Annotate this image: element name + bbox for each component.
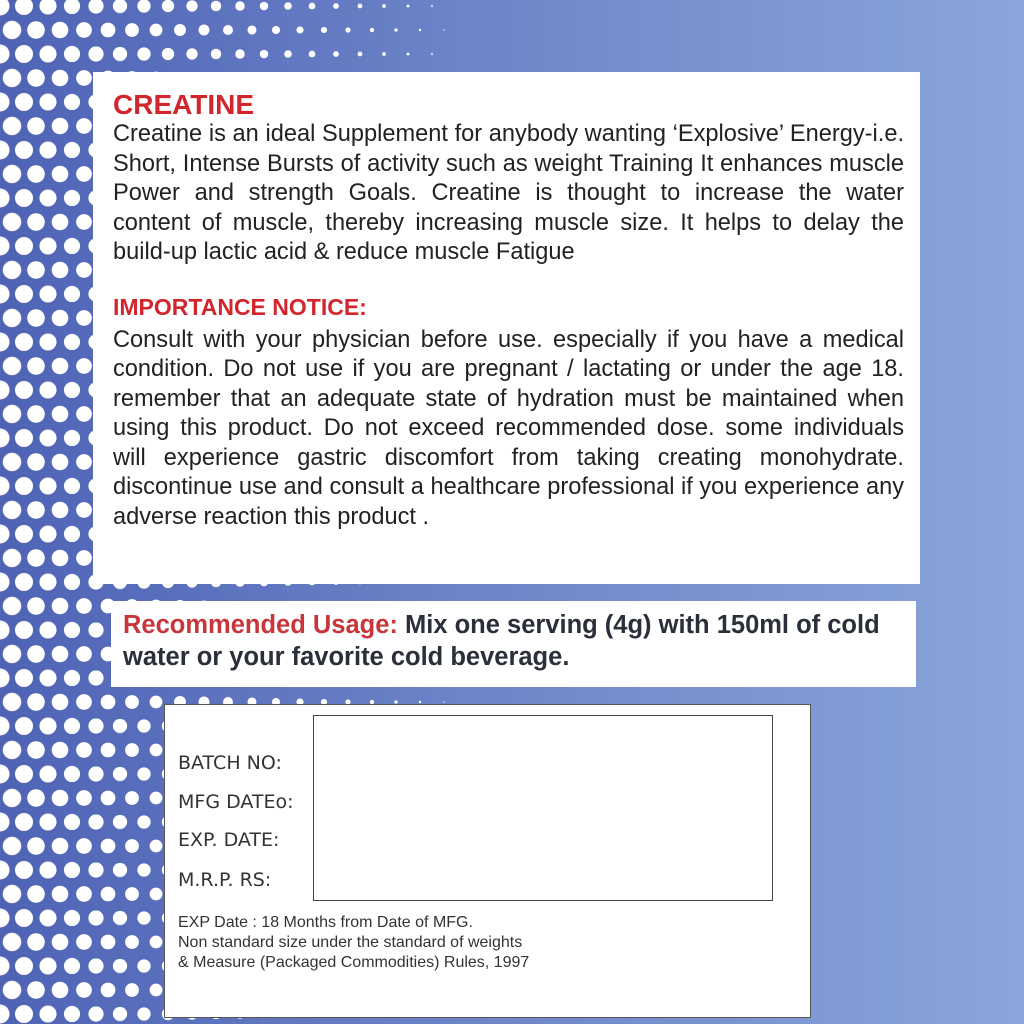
halftone-dot (27, 405, 45, 423)
halftone-dot (113, 815, 127, 829)
halftone-dot (52, 262, 69, 279)
halftone-dot (284, 2, 292, 10)
halftone-dot (101, 23, 116, 38)
halftone-dot (15, 525, 33, 543)
halftone-dot (88, 862, 103, 877)
halftone-dot (443, 29, 444, 30)
halftone-dot (39, 621, 56, 638)
halftone-dot (27, 693, 45, 711)
halftone-dot (137, 863, 150, 876)
halftone-dot (76, 598, 92, 614)
halftone-dot (235, 49, 245, 59)
halftone-dot (309, 3, 316, 10)
halftone-dot (88, 718, 103, 733)
halftone-dot (52, 502, 69, 519)
product-info-panel (93, 72, 920, 584)
halftone-dot (15, 237, 33, 255)
halftone-dot (0, 1005, 10, 1024)
halftone-dot (431, 53, 433, 55)
halftone-dot (0, 93, 10, 112)
halftone-dot (113, 767, 127, 781)
halftone-dot (0, 621, 10, 640)
usage-panel (111, 601, 916, 687)
halftone-dot (39, 477, 56, 494)
halftone-dot (0, 765, 10, 784)
halftone-dot (0, 477, 10, 496)
usage-text-block (123, 609, 902, 673)
halftone-dot (3, 741, 22, 760)
halftone-dot (15, 669, 33, 687)
product-title: CREATINE (113, 89, 255, 120)
halftone-dot (15, 333, 33, 351)
product-description: Creatine is an ideal Supplement for anybody wanting ‘Explosive’ Energy-i.e. Short, Intense Bursts of activity such as weight Training It enhances muscle Power and strength Goals. Creatine is thought to increase the water content of muscle, thereby increasing muscle size. It helps to delay the build-up lactic acid & reduce muscle Fatigue (113, 121, 904, 265)
halftone-dot (101, 695, 116, 710)
halftone-dot (333, 51, 339, 57)
halftone-dot (15, 45, 33, 63)
halftone-dot (64, 286, 80, 302)
halftone-dot (15, 93, 33, 111)
halftone-dot (3, 165, 22, 184)
halftone-dot (27, 501, 45, 519)
halftone-dot (0, 237, 10, 256)
halftone-dot (186, 0, 197, 11)
halftone-dot (52, 22, 69, 39)
halftone-dot (88, 910, 103, 925)
halftone-dot (125, 839, 139, 853)
halftone-dot (52, 598, 69, 615)
halftone-dot (64, 430, 80, 446)
halftone-dot (15, 813, 33, 831)
halftone-dot (76, 118, 92, 134)
halftone-dot (52, 118, 69, 135)
halftone-dot (0, 381, 10, 400)
halftone-dot (296, 26, 303, 33)
halftone-dot (52, 646, 69, 663)
halftone-dot (0, 429, 10, 448)
halftone-dot (64, 478, 80, 494)
halftone-dot (15, 621, 33, 639)
halftone-dot (247, 25, 256, 34)
halftone-dot (76, 262, 92, 278)
halftone-dot (88, 622, 103, 637)
halftone-dot (64, 718, 80, 734)
halftone-dot (150, 24, 163, 37)
halftone-dot (39, 381, 56, 398)
halftone-dot (64, 814, 80, 830)
halftone-dot (137, 0, 150, 13)
halftone-dot (3, 597, 22, 616)
halftone-dot (52, 214, 69, 231)
halftone-dot (0, 909, 10, 928)
halftone-dot (76, 454, 92, 470)
halftone-dot (3, 69, 22, 88)
halftone-dot (150, 744, 163, 757)
halftone-dot (64, 238, 80, 254)
halftone-dot (88, 1006, 103, 1021)
halftone-dot (39, 1005, 56, 1022)
halftone-dot (137, 815, 150, 828)
halftone-dot (125, 935, 139, 949)
halftone-dot (88, 958, 103, 973)
halftone-dot (3, 645, 22, 664)
halftone-dot (27, 213, 45, 231)
halftone-dot (52, 454, 69, 471)
halftone-dot (64, 862, 80, 878)
halftone-dot (113, 1007, 127, 1021)
halftone-dot (150, 936, 163, 949)
halftone-dot (52, 358, 69, 375)
halftone-dot (64, 46, 80, 62)
halftone-dot (162, 48, 174, 60)
halftone-dot (27, 357, 45, 375)
halftone-dot (150, 840, 163, 853)
halftone-dot (52, 70, 69, 87)
halftone-dot (3, 885, 22, 904)
halftone-dot (27, 69, 45, 87)
halftone-dot (0, 573, 10, 592)
halftone-dot (64, 958, 80, 974)
halftone-dot (419, 29, 421, 31)
halftone-dot (52, 166, 69, 183)
halftone-dot (88, 766, 103, 781)
halftone-dot (137, 47, 150, 60)
halftone-dot (101, 743, 116, 758)
footnote-rules: & Measure (Packaged Commodities) Rules, 1997 (178, 954, 530, 971)
halftone-dot (211, 1, 221, 11)
halftone-dot (76, 214, 92, 230)
halftone-dot (76, 550, 92, 566)
halftone-dot (76, 502, 92, 518)
halftone-dot (64, 574, 80, 590)
halftone-dot (150, 792, 163, 805)
halftone-dot (0, 141, 10, 160)
halftone-dot (27, 549, 45, 567)
halftone-dot (137, 1007, 150, 1020)
halftone-dot (76, 694, 92, 710)
halftone-dot (113, 959, 127, 973)
halftone-dot (15, 717, 33, 735)
halftone-dot (76, 838, 92, 854)
halftone-dot (3, 117, 22, 136)
halftone-dot (27, 741, 45, 759)
halftone-dot (52, 310, 69, 327)
halftone-dot (101, 887, 116, 902)
mfg-date-label: MFG DATEo: (178, 791, 294, 813)
halftone-dot (76, 70, 92, 86)
halftone-dot (419, 701, 421, 703)
halftone-dot (27, 885, 45, 903)
halftone-dot (76, 982, 92, 998)
halftone-dot (394, 28, 397, 31)
halftone-dot (39, 237, 56, 254)
halftone-dot (64, 382, 80, 398)
halftone-dot (15, 429, 33, 447)
halftone-dot (39, 93, 56, 110)
halftone-dot (0, 813, 10, 832)
halftone-dot (150, 696, 163, 709)
halftone-dot (52, 694, 69, 711)
halftone-dot (64, 142, 80, 158)
halftone-dot (3, 693, 22, 712)
halftone-dot (15, 909, 33, 927)
halftone-dot (52, 550, 69, 567)
halftone-dot (27, 933, 45, 951)
halftone-dot (27, 597, 45, 615)
halftone-dot (3, 789, 22, 808)
halftone-dot (15, 0, 33, 15)
halftone-dot (39, 0, 56, 15)
halftone-dot (39, 429, 56, 446)
halftone-dot (101, 791, 116, 806)
batch-info-panel (164, 704, 811, 1018)
halftone-dot (64, 526, 80, 542)
halftone-dot (39, 909, 56, 926)
halftone-dot (27, 21, 45, 39)
halftone-dot (15, 381, 33, 399)
halftone-dot (27, 453, 45, 471)
halftone-dot (3, 21, 22, 40)
halftone-dot (309, 51, 316, 58)
halftone-dot (39, 861, 56, 878)
halftone-dot (3, 213, 22, 232)
halftone-dot (443, 701, 444, 702)
halftone-dot (382, 52, 386, 56)
halftone-dot (174, 24, 186, 36)
halftone-dot (260, 2, 269, 11)
halftone-dot (76, 166, 92, 182)
batch-stamp-box (313, 715, 773, 901)
halftone-dot (3, 405, 22, 424)
halftone-dot (64, 1006, 80, 1022)
halftone-dot (27, 165, 45, 183)
halftone-dot (125, 743, 139, 757)
halftone-dot (15, 141, 33, 159)
halftone-dot (39, 669, 56, 686)
halftone-dot (88, 0, 103, 14)
halftone-dot (15, 861, 33, 879)
halftone-dot (284, 50, 292, 58)
halftone-dot (0, 333, 10, 352)
halftone-dot (52, 742, 69, 759)
halftone-dot (39, 285, 56, 302)
halftone-dot (186, 48, 197, 59)
halftone-dot (52, 406, 69, 423)
halftone-dot (76, 790, 92, 806)
halftone-dot (3, 549, 22, 568)
halftone-dot (39, 45, 56, 62)
halftone-dot (27, 789, 45, 807)
mrp-label: M.R.P. RS: (178, 869, 272, 891)
halftone-dot (125, 983, 139, 997)
halftone-dot (27, 261, 45, 279)
halftone-dot (39, 813, 56, 830)
halftone-dot (260, 50, 269, 59)
halftone-dot (101, 935, 116, 950)
halftone-dot (39, 333, 56, 350)
halftone-dot (64, 622, 80, 638)
halftone-dot (382, 4, 386, 8)
halftone-dot (27, 117, 45, 135)
halftone-dot (407, 53, 410, 56)
halftone-dot (3, 357, 22, 376)
halftone-dot (358, 4, 363, 9)
halftone-dot (39, 141, 56, 158)
halftone-dot (15, 573, 33, 591)
halftone-dot (113, 863, 127, 877)
regulatory-footnotes (178, 913, 529, 973)
halftone-dot (125, 23, 139, 37)
halftone-dot (39, 717, 56, 734)
halftone-dot (52, 934, 69, 951)
halftone-dot (15, 189, 33, 207)
halftone-dot (52, 982, 69, 999)
halftone-dot (0, 0, 10, 16)
halftone-dot (3, 837, 22, 856)
halftone-dot (0, 669, 10, 688)
halftone-dot (3, 261, 22, 280)
halftone-dot (0, 957, 10, 976)
halftone-dot (0, 285, 10, 304)
footnote-standard-size: Non standard size under the standard of weights (178, 934, 523, 951)
batch-no-label: BATCH NO: (178, 752, 282, 774)
halftone-dot (150, 888, 163, 901)
halftone-dot (27, 981, 45, 999)
halftone-dot (125, 791, 139, 805)
halftone-dot (431, 5, 433, 7)
halftone-dot (3, 501, 22, 520)
halftone-dot (52, 790, 69, 807)
halftone-dot (39, 525, 56, 542)
halftone-dot (39, 573, 56, 590)
halftone-dot (15, 957, 33, 975)
halftone-dot (15, 765, 33, 783)
usage-label: Recommended Usage: (123, 611, 398, 639)
halftone-dot (76, 22, 92, 38)
halftone-dot (370, 28, 374, 32)
halftone-dot (3, 981, 22, 1000)
halftone-dot (27, 837, 45, 855)
halftone-dot (64, 0, 80, 14)
halftone-dot (64, 670, 80, 686)
notice-text: Consult with your physician before use. especially if you have a medical condition. Do not use if you are pregnant / lactating or under the age 18. remember that an adequate state of hydration must be maintained when using this product. Do not exceed recommended dose. some individuals will experience gastric discomfort from taking creating monohydrate. discontinue use and consult a healthcare professional if you experience any adverse reaction this product . (113, 326, 904, 530)
halftone-dot (76, 646, 92, 662)
halftone-dot (76, 886, 92, 902)
halftone-dot (64, 190, 80, 206)
halftone-dot (76, 934, 92, 950)
halftone-dot (0, 717, 10, 736)
halftone-dot (113, 911, 127, 925)
halftone-dot (333, 3, 339, 9)
halftone-dot (76, 406, 92, 422)
halftone-dot (211, 49, 221, 59)
halftone-dot (27, 645, 45, 663)
halftone-dot (76, 742, 92, 758)
exp-date-label: EXP. DATE: (178, 829, 280, 851)
halftone-dot (235, 1, 245, 11)
halftone-dot (15, 477, 33, 495)
halftone-dot (27, 309, 45, 327)
halftone-dot (3, 933, 22, 952)
halftone-dot (223, 25, 233, 35)
halftone-dot (101, 983, 116, 998)
halftone-dot (0, 189, 10, 208)
halftone-dot (101, 839, 116, 854)
halftone-dot (64, 94, 80, 110)
halftone-dot (125, 887, 139, 901)
halftone-dot (76, 358, 92, 374)
halftone-dot (321, 27, 327, 33)
halftone-dot (358, 52, 363, 57)
halftone-dot (64, 334, 80, 350)
halftone-dot (137, 719, 150, 732)
halftone-dot (15, 1005, 33, 1023)
halftone-dot (0, 45, 10, 64)
halftone-dot (150, 984, 163, 997)
halftone-dot (76, 310, 92, 326)
halftone-dot (162, 0, 174, 12)
halftone-dot (3, 453, 22, 472)
usage-instructions: Mix one serving (4g) with 150ml of cold water or your favorite cold beverage. (123, 611, 880, 671)
halftone-dot (345, 27, 350, 32)
halftone-dot (88, 814, 103, 829)
footnote-expiry: EXP Date : 18 Months from Date of MFG. (178, 914, 473, 931)
halftone-dot (39, 189, 56, 206)
halftone-dot (0, 861, 10, 880)
halftone-dot (407, 5, 410, 8)
halftone-dot (199, 25, 210, 36)
halftone-dot (125, 695, 139, 709)
halftone-dot (113, 47, 127, 61)
halftone-dot (88, 46, 103, 61)
halftone-dot (52, 838, 69, 855)
halftone-dot (113, 719, 127, 733)
halftone-dot (52, 886, 69, 903)
halftone-dot (137, 959, 150, 972)
halftone-dot (39, 957, 56, 974)
halftone-dot (88, 670, 103, 685)
halftone-dot (3, 309, 22, 328)
halftone-dot (64, 766, 80, 782)
halftone-dot (15, 285, 33, 303)
halftone-dot (113, 0, 127, 13)
halftone-dot (39, 765, 56, 782)
notice-heading: IMPORTANCE NOTICE: (113, 293, 367, 320)
halftone-dot (0, 525, 10, 544)
halftone-dot (137, 911, 150, 924)
halftone-dot (137, 767, 150, 780)
halftone-dot (64, 910, 80, 926)
halftone-dot (272, 26, 280, 34)
